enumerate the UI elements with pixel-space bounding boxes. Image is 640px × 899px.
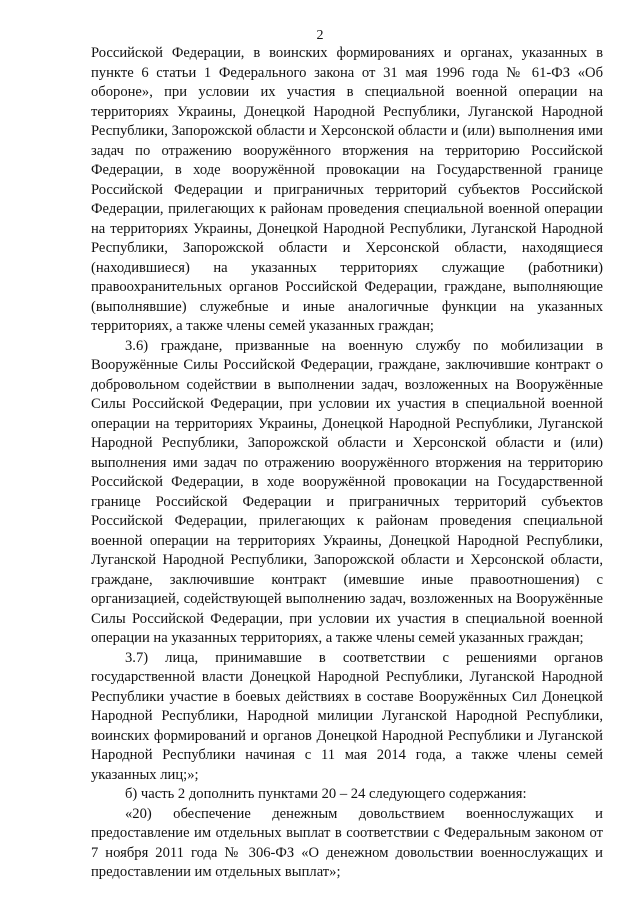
paragraph-item-20: «20) обеспечение денежным довольствием военнослужащих и предоставление им отдельных выплат в соответствии с Федеральным законом от 7 ноября 2011 года № 306-ФЗ «О денежном довольствии военнослужащих и предоставлении им отдельных выплат»; — [91, 805, 603, 880]
page-number: 2 — [316, 28, 324, 43]
paragraph-continuation: Российской Федерации, в воинских формированиях и органах, указанных в пункте 6 статьи 1 Федерального закона от 31 мая 1996 года № 61-ФЗ «Об обороне», при условии их участия в специальной военной операции на территориях Украины, Донецкой Народной Республики, Луганской Народной Республики, Запорожской области и Херсонской области и (или) выполнения ими задач по отражению вооружённого вторжения на территорию Российской Федерации, в ходе вооружённой провокации на Государственной границе Российской Федерации и приграничных территорий субъектов Российской Федерации, прилегающих к районам проведения специальной военной операции на территориях Украины, Донецкой Народной Республики, Луганской Народной Республики, Запорожской области и Херсонской области, находящиеся (находившиеся) на указанных территориях служащие (работники) правоохранительных органов Российской Федерации, граждане, выполняющие (выполнявшие) служебные и иные аналогичные функции на указанных территориях, а также члены семей указанных граждан; — [91, 45, 603, 334]
document-body — [91, 44, 603, 883]
paragraph-subclause-b: б) часть 2 дополнить пунктами 20 – 24 следующего содержания: — [125, 786, 527, 802]
paragraph-item-3-7: 3.7) лица, принимавшие в соответствии с решениями органов государственной власти Донецкой Народной Республики, Луганской Народной Республики участие в боевых действиях в составе Вооружённых Сил Донецкой Народной Республики, Народной милиции Луганской Народной Республики, воинских формирований и органов Донецкой Народной Республики и Луганской Народной Республики начиная с 11 мая 2014 года, а также члены семей указанных лиц;»; — [91, 649, 603, 783]
paragraph-item-3-6: 3.6) граждане, призванные на военную службу по мобилизации в Вооружённые Силы Российской Федерации, граждане, заключившие контракт о добровольном содействии в выполнении задач, возложенных на Вооружённые Силы Российской Федерации, при условии их участия в специальной военной операции на территориях Украины, Донецкой Народной Республики, Луганской Народной Республики, Запорожской области и Херсонской области и (или) выполнения ими задач по отражению вооружённого вторжения на территорию Российской Федерации, в ходе вооружённой провокации на Государственной границе Российской Федерации и приграничных территорий субъектов Российской Федерации, прилегающих к районам проведения специальной военной операции на территориях Украины, Донецкой Народной Республики, Луганской Народной Республики, Запорожской области и Херсонской области, граждане, заключившие контракт (имевшие иные правоотношения) с организацией, содействующей выполнению задач, возложенных на Вооружённые Силы Российской Федерации, при условии их участия в специальной военной операции на указанных территориях, а также члены семей указанных граждан; — [91, 337, 603, 646]
